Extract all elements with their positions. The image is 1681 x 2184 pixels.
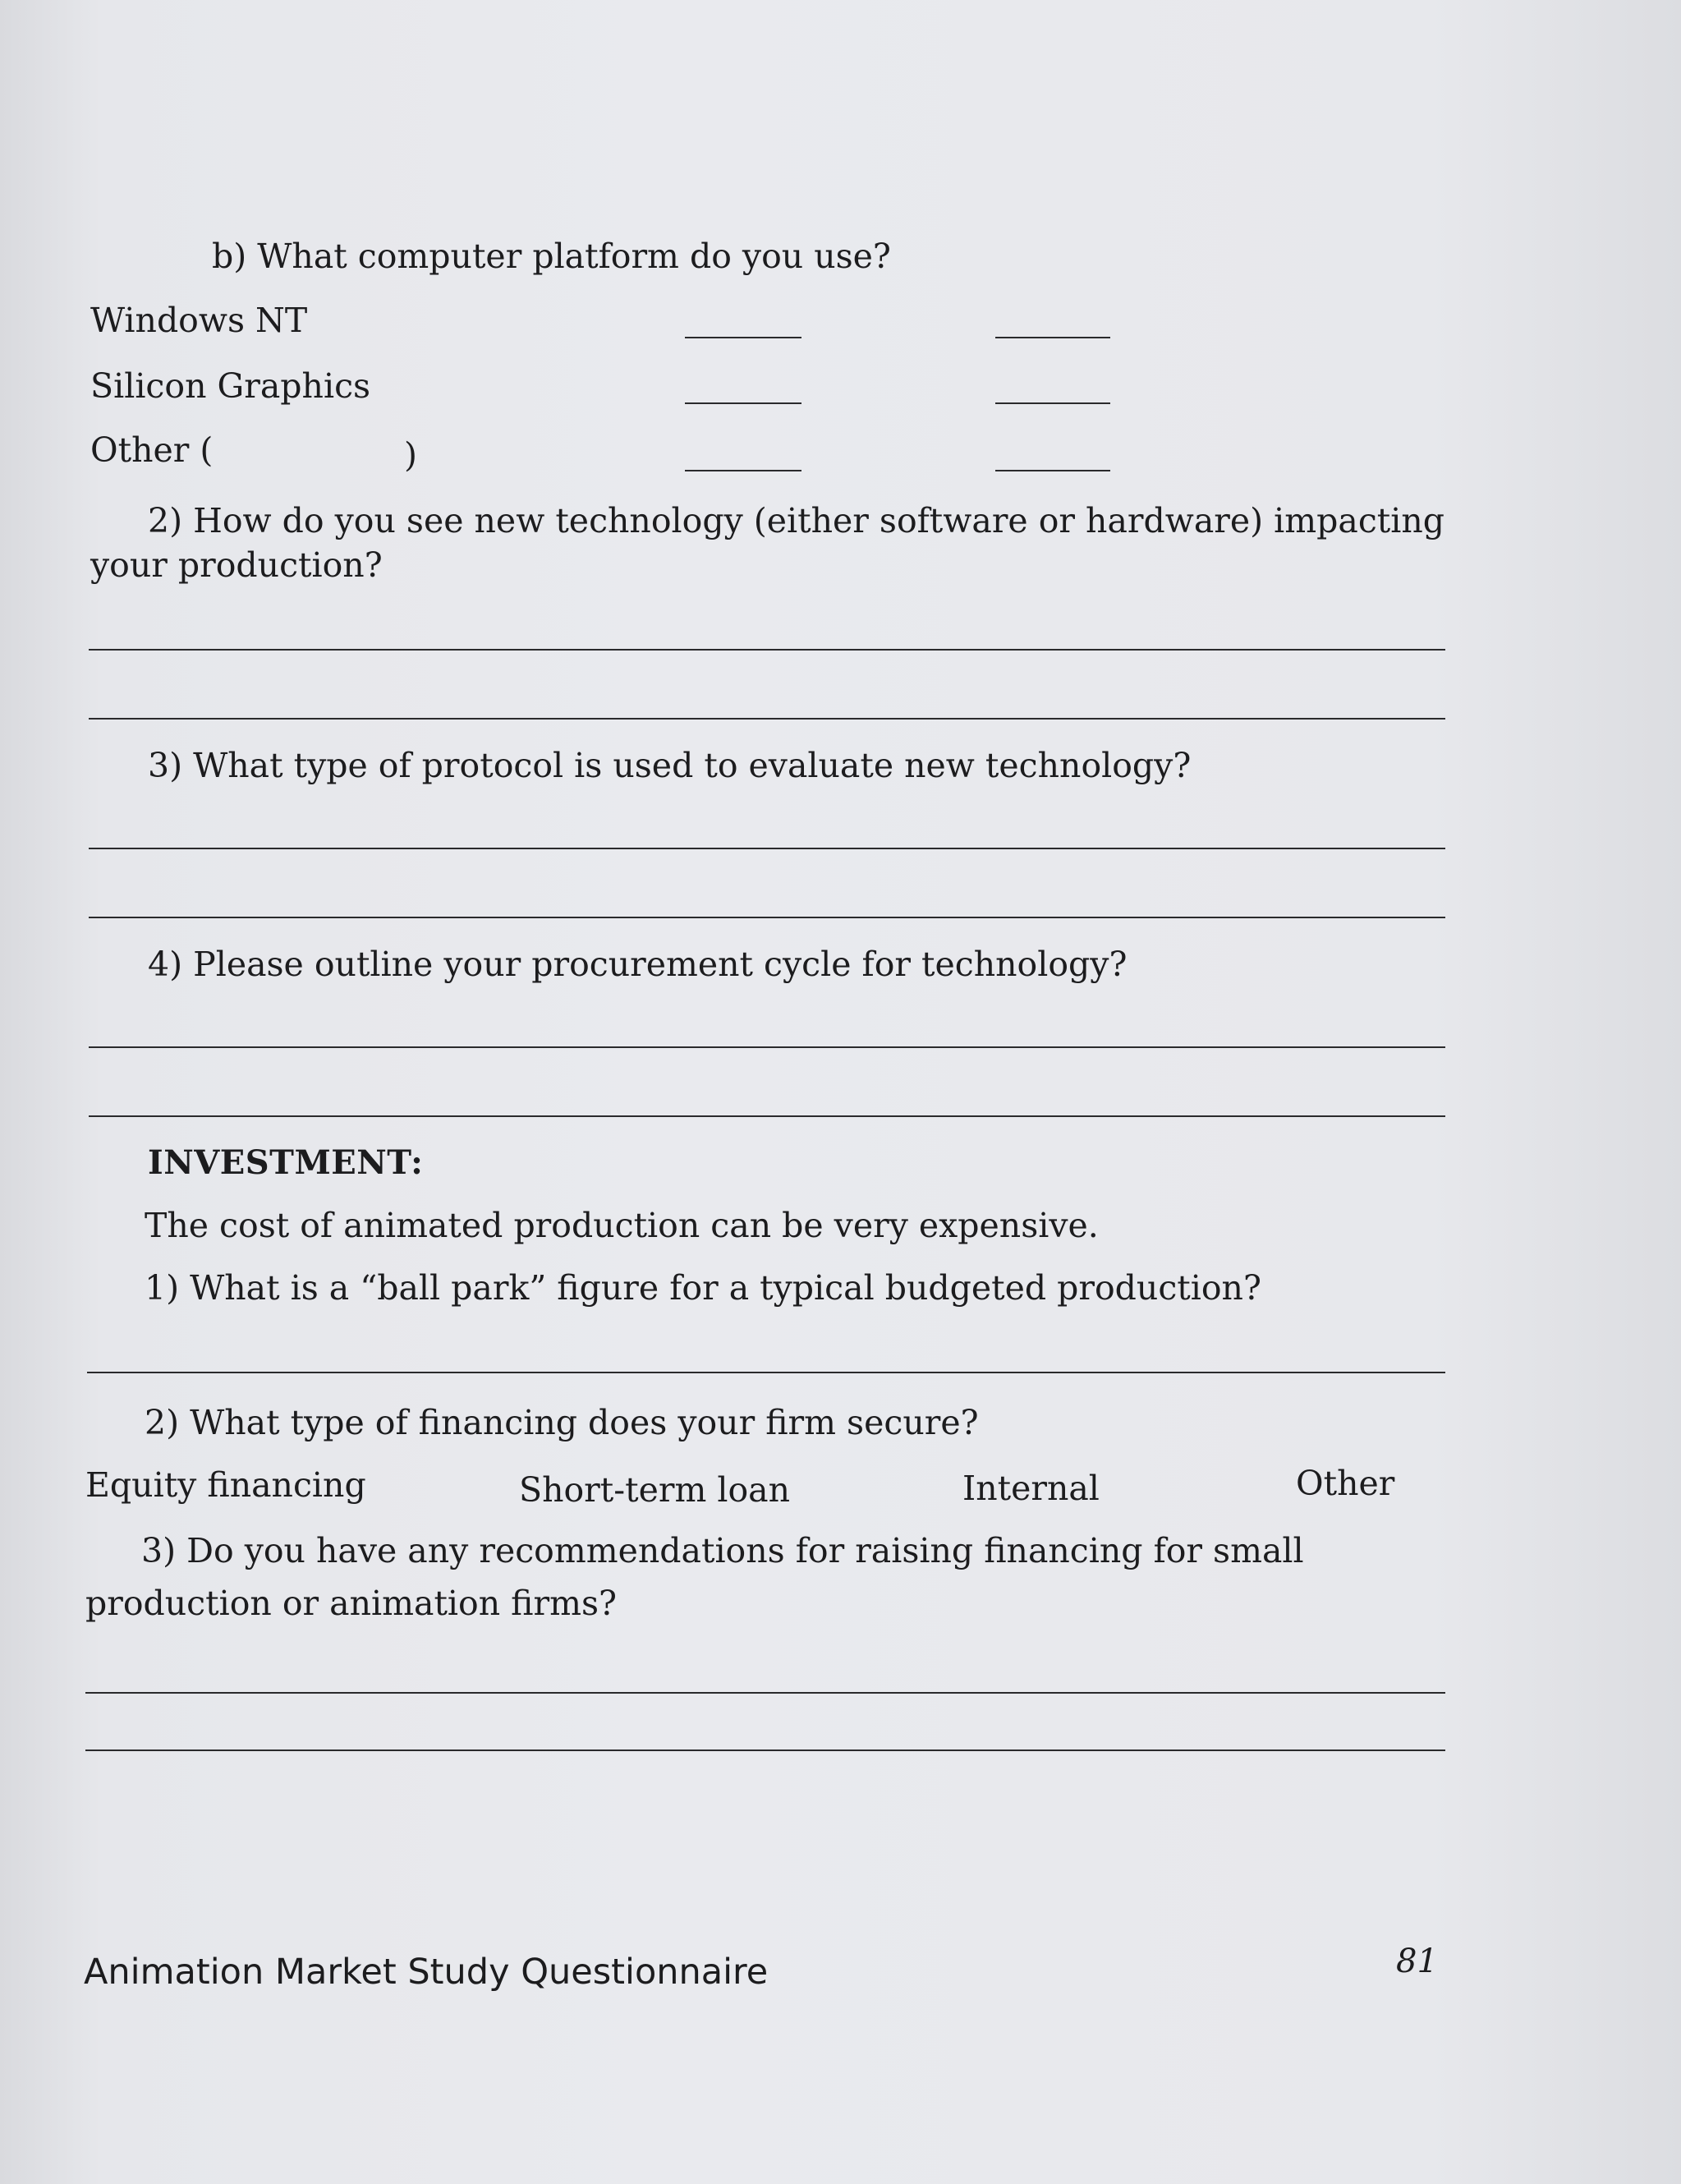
tech-question-2-line2: your production? — [90, 545, 383, 585]
answer-line[interactable] — [89, 1115, 1445, 1117]
option-silicon-graphics: Silicon Graphics — [90, 366, 371, 406]
tech-question-3: 3) What type of protocol is used to evaluate new technology? — [148, 746, 1192, 785]
investment-intro: The cost of animated production can be very expensive. — [145, 1206, 1099, 1245]
option-other-close-paren: ) — [404, 435, 417, 475]
answer-line[interactable] — [87, 1372, 1445, 1373]
answer-line[interactable] — [85, 1749, 1445, 1751]
answer-blank-windows-no[interactable] — [995, 337, 1110, 338]
investment-question-3-line2: production or animation firms? — [85, 1584, 618, 1623]
answer-blank-other-no[interactable] — [995, 470, 1110, 471]
investment-question-2: 2) What type of financing does your firm secure? — [145, 1403, 979, 1442]
financing-option-internal: Internal — [962, 1469, 1100, 1508]
tech-question-4: 4) Please outline your procurement cycle for technology? — [148, 945, 1128, 984]
footer-title: Animation Market Study Questionnaire — [84, 1952, 769, 1993]
answer-blank-sgi-yes[interactable] — [685, 402, 801, 404]
financing-option-short-term-loan: Short-term loan — [519, 1470, 791, 1510]
option-windows-nt: Windows NT — [90, 301, 308, 340]
answer-line[interactable] — [89, 649, 1445, 651]
answer-blank-other-yes[interactable] — [685, 470, 801, 471]
financing-option-other: Other — [1296, 1464, 1395, 1503]
page-number: 81 — [1396, 1943, 1438, 1980]
answer-line[interactable] — [89, 848, 1445, 849]
answer-blank-sgi-no[interactable] — [995, 402, 1110, 404]
answer-line[interactable] — [89, 917, 1445, 918]
platform-question: b) What computer platform do you use? — [212, 237, 891, 276]
answer-line[interactable] — [89, 718, 1445, 720]
tech-question-2-line1: 2) How do you see new technology (either software or hardware) impacting — [148, 501, 1445, 540]
answer-line[interactable] — [85, 1692, 1445, 1694]
financing-option-equity: Equity financing — [85, 1465, 366, 1505]
investment-question-3-line1: 3) Do you have any recommendations for raising financing for small — [141, 1531, 1304, 1570]
option-other: Other ( — [90, 430, 214, 470]
investment-heading: INVESTMENT: — [148, 1143, 424, 1182]
answer-blank-windows-yes[interactable] — [685, 337, 801, 338]
answer-line[interactable] — [89, 1046, 1445, 1048]
investment-question-1: 1) What is a “ball park” figure for a typical budgeted production? — [145, 1268, 1261, 1308]
